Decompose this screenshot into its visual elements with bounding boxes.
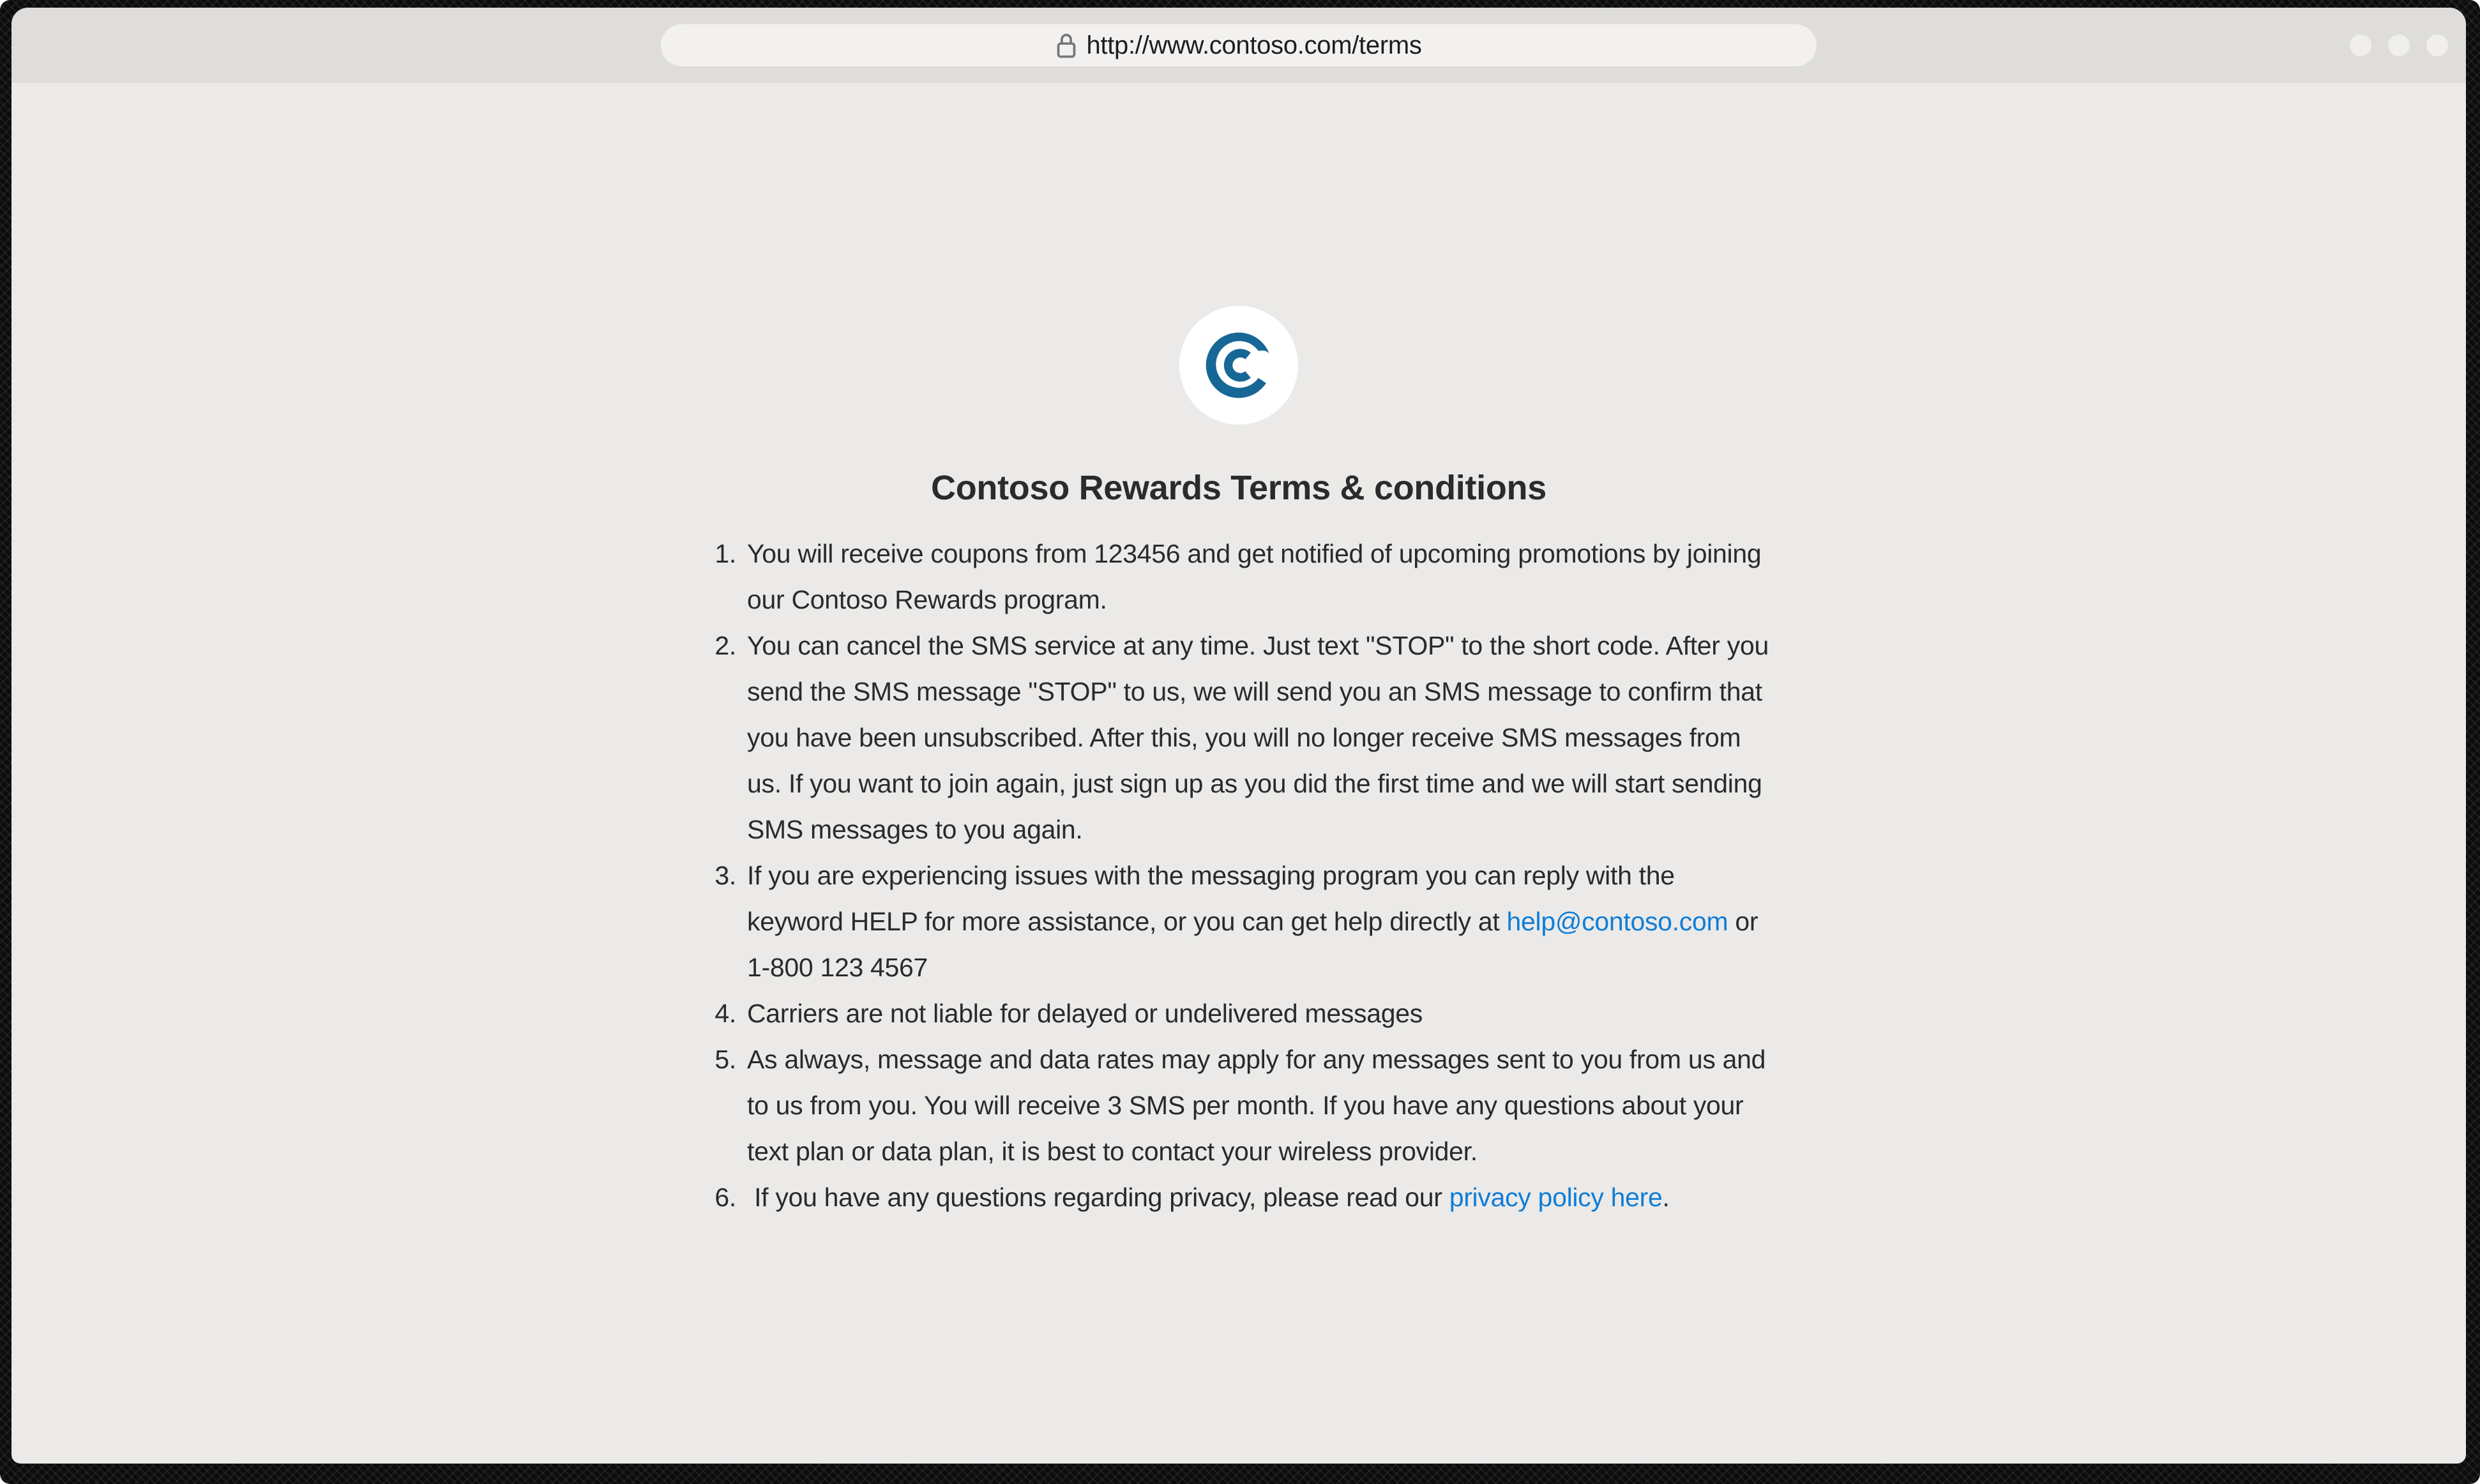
terms-item-text: If you have any questions regarding privacy, please read our	[747, 1183, 1449, 1212]
terms-item-text: Carriers are not liable for delayed or undelivered messages	[747, 999, 1423, 1028]
page-title: Contoso Rewards Terms & conditions	[931, 469, 1546, 507]
browser-window	[11, 8, 2466, 1464]
url-bar[interactable]	[661, 24, 1817, 66]
terms-item-text: If you are experiencing issues with the messaging program you can reply with the keyword HELP for more assistance, or you can get help directly at	[747, 861, 1682, 936]
contoso-logo-icon	[1200, 326, 1278, 404]
terms-item-text: .	[1662, 1183, 1670, 1212]
privacy-policy-link[interactable]: privacy policy here	[1449, 1183, 1663, 1212]
terms-item-2	[743, 623, 1776, 852]
terms-item-6	[743, 1174, 1771, 1220]
help-email-link[interactable]: help@contoso.com	[1506, 907, 1728, 936]
window-controls	[2350, 34, 2448, 56]
browser-titlebar	[11, 8, 2466, 83]
terms-item-text: You will receive coupons from 123456 and get notified of upcoming promotions by joining our Contoso Rewards program.	[747, 539, 1769, 614]
lock-icon[interactable]	[1055, 31, 1077, 59]
terms-item-3	[743, 852, 1771, 990]
url-text: http://www.contoso.com/terms	[1086, 31, 1422, 59]
terms-item-5	[743, 1036, 1771, 1174]
terms-list	[706, 531, 1776, 1220]
terms-item-text: You can cancel the SMS service at any time. Just text "STOP" to the short code. After you send the SMS message "STOP" to us, we will send you an SMS message to confirm that you have been unsubscribed. After this, you will no longer receive SMS messages from us. If you want to join again, just sign up as you did the first time and we will start sending SMS messages to you again.	[747, 631, 1776, 844]
terms-item-text: As always, message and data rates may apply for any messages sent to you from us and to us from you. You will receive 3 SMS per month. If you have any questions about your text plan or data plan, it is best to contact your wireless provider.	[747, 1045, 1773, 1166]
window-control-dot[interactable]	[2350, 34, 2371, 56]
window-control-dot[interactable]	[2426, 34, 2448, 56]
window-control-dot[interactable]	[2388, 34, 2410, 56]
terms-item-text: or 1-800 123 4567	[747, 907, 1765, 982]
contoso-logo	[1179, 306, 1298, 425]
terms-item-1	[743, 531, 1771, 623]
terms-item-4	[743, 990, 1771, 1036]
page-content	[11, 306, 2466, 1464]
